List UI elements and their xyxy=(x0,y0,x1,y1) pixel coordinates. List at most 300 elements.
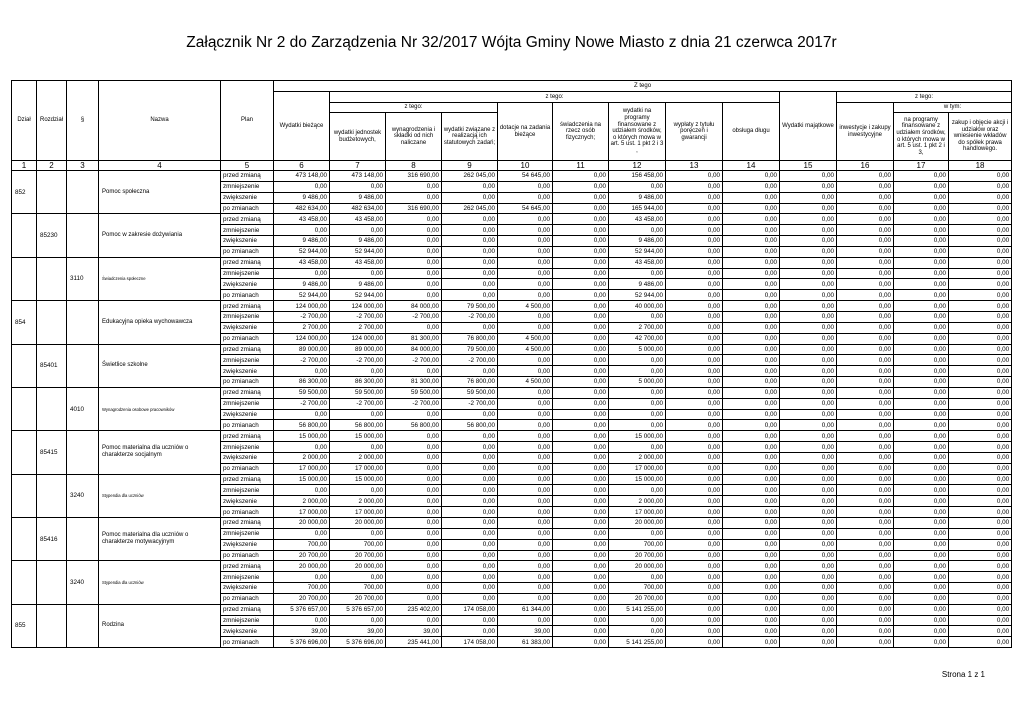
amount-cell: 0,00 xyxy=(553,496,609,507)
amount-cell: 0,00 xyxy=(723,214,780,225)
change-type-label: przed zmianą xyxy=(221,474,274,485)
amount-cell: 0,00 xyxy=(837,561,894,572)
amount-cell: 0,00 xyxy=(723,583,780,594)
paragraf-cell: 3240 xyxy=(67,474,99,517)
amount-cell: 0,00 xyxy=(780,593,837,604)
amount-cell: 0,00 xyxy=(553,236,609,247)
amount-cell: 0,00 xyxy=(837,225,894,236)
amount-cell: 0,00 xyxy=(723,485,780,496)
header-obsluga: obsługa długu xyxy=(723,103,780,161)
amount-cell: 0,00 xyxy=(609,615,666,626)
amount-cell: 0,00 xyxy=(723,626,780,637)
amount-cell: 0,00 xyxy=(442,257,498,268)
change-type-label: przed zmianą xyxy=(221,214,274,225)
amount-cell: 43 458,00 xyxy=(330,214,386,225)
amount-cell: 0,00 xyxy=(330,615,386,626)
change-type-label: po zmianach xyxy=(221,290,274,301)
dzial-cell: 855 xyxy=(12,604,37,647)
amount-cell: 0,00 xyxy=(386,561,442,572)
amount-cell: 79 500,00 xyxy=(442,301,498,312)
amount-cell: 0,00 xyxy=(666,181,723,192)
amount-cell: 0,00 xyxy=(553,398,609,409)
amount-cell: 0,00 xyxy=(780,366,837,377)
amount-cell: 0,00 xyxy=(837,637,894,648)
page-footer: Strona 1 z 1 xyxy=(941,670,985,679)
amount-cell: 0,00 xyxy=(442,463,498,474)
amount-cell: 0,00 xyxy=(553,539,609,550)
change-type-label: po zmianach xyxy=(221,550,274,561)
amount-cell: 0,00 xyxy=(666,615,723,626)
amount-cell: 0,00 xyxy=(442,583,498,594)
amount-cell: 0,00 xyxy=(780,496,837,507)
amount-cell: 0,00 xyxy=(386,225,442,236)
amount-cell: 2 700,00 xyxy=(330,322,386,333)
amount-cell: 0,00 xyxy=(949,626,1012,637)
amount-cell: 0,00 xyxy=(442,225,498,236)
name-cell: Pomoc w zakresie dożywiania xyxy=(99,214,221,257)
amount-cell: 124 000,00 xyxy=(330,301,386,312)
rozdzial-cell xyxy=(37,301,67,344)
amount-cell: 0,00 xyxy=(666,268,723,279)
amount-cell: 0,00 xyxy=(498,355,553,366)
amount-cell: 0,00 xyxy=(553,518,609,529)
amount-cell: 0,00 xyxy=(949,236,1012,247)
amount-cell: 0,00 xyxy=(723,279,780,290)
amount-cell: 0,00 xyxy=(609,420,666,431)
amount-cell: 0,00 xyxy=(894,257,949,268)
amount-cell: -2 700,00 xyxy=(386,311,442,322)
amount-cell: 0,00 xyxy=(609,387,666,398)
amount-cell: 0,00 xyxy=(498,561,553,572)
amount-cell: 43 458,00 xyxy=(609,257,666,268)
amount-cell: 0,00 xyxy=(894,431,949,442)
amount-cell: 0,00 xyxy=(386,496,442,507)
amount-cell: 0,00 xyxy=(894,366,949,377)
amount-cell: 0,00 xyxy=(666,550,723,561)
amount-cell: 0,00 xyxy=(274,366,330,377)
amount-cell: 20 000,00 xyxy=(330,561,386,572)
amount-cell: 0,00 xyxy=(894,246,949,257)
amount-cell: 81 300,00 xyxy=(386,377,442,388)
change-type-label: przed zmianą xyxy=(221,257,274,268)
amount-cell: 0,00 xyxy=(780,626,837,637)
amount-cell: 0,00 xyxy=(609,268,666,279)
amount-cell: 0,00 xyxy=(837,431,894,442)
amount-cell: 0,00 xyxy=(442,550,498,561)
amount-cell: 0,00 xyxy=(386,366,442,377)
amount-cell: 0,00 xyxy=(949,181,1012,192)
amount-cell: 0,00 xyxy=(780,171,837,182)
amount-cell: 0,00 xyxy=(386,474,442,485)
amount-cell: 56 800,00 xyxy=(274,420,330,431)
header-zakup-objecie: zakup i objęcie akcji i udziałów oraz wniesienie wkładów do spółek prawa handlowego. xyxy=(949,113,1012,161)
amount-cell: 0,00 xyxy=(949,279,1012,290)
amount-cell: 0,00 xyxy=(442,626,498,637)
amount-cell: 4 500,00 xyxy=(498,333,553,344)
amount-cell: 0,00 xyxy=(386,550,442,561)
amount-cell: 0,00 xyxy=(498,311,553,322)
amount-cell: 2 700,00 xyxy=(274,322,330,333)
amount-cell: 0,00 xyxy=(386,507,442,518)
amount-cell: 0,00 xyxy=(780,268,837,279)
header-swiadczenia: świadczenia na rzecz osób fizycznych; xyxy=(553,103,609,161)
amount-cell: 84 000,00 xyxy=(386,344,442,355)
amount-cell: 42 700,00 xyxy=(609,333,666,344)
amount-cell: 0,00 xyxy=(780,420,837,431)
amount-cell: 0,00 xyxy=(949,301,1012,312)
amount-cell: 0,00 xyxy=(553,442,609,453)
amount-cell: 0,00 xyxy=(894,550,949,561)
amount-cell: 0,00 xyxy=(330,225,386,236)
amount-cell: 0,00 xyxy=(442,279,498,290)
change-type-label: po zmianach xyxy=(221,637,274,648)
change-type-label: po zmianach xyxy=(221,463,274,474)
amount-cell: 0,00 xyxy=(498,593,553,604)
amount-cell: 0,00 xyxy=(949,420,1012,431)
name-cell: Pomoc materialna dla uczniów o charakterze motywacyjnym xyxy=(99,518,221,561)
amount-cell: 0,00 xyxy=(442,366,498,377)
name-cell: Edukacyjna opieka wychowawcza xyxy=(99,301,221,344)
amount-cell: 61 344,00 xyxy=(498,604,553,615)
amount-cell: 0,00 xyxy=(553,550,609,561)
table-body xyxy=(12,171,1012,648)
change-type-label: zwiększenie xyxy=(221,366,274,377)
amount-cell: 56 800,00 xyxy=(386,420,442,431)
amount-cell: 0,00 xyxy=(780,387,837,398)
amount-cell: 5 141 255,00 xyxy=(609,604,666,615)
amount-cell: 54 645,00 xyxy=(498,171,553,182)
column-number: 12 xyxy=(609,161,666,171)
amount-cell: 0,00 xyxy=(498,192,553,203)
amount-cell: 0,00 xyxy=(837,583,894,594)
amount-cell: 0,00 xyxy=(498,496,553,507)
amount-cell: 700,00 xyxy=(609,583,666,594)
amount-cell: 20 000,00 xyxy=(274,561,330,572)
amount-cell: 0,00 xyxy=(837,268,894,279)
amount-cell: 0,00 xyxy=(723,257,780,268)
amount-cell: 0,00 xyxy=(386,214,442,225)
amount-cell: 0,00 xyxy=(442,214,498,225)
column-number: 8 xyxy=(386,161,442,171)
amount-cell: 0,00 xyxy=(498,550,553,561)
amount-cell: 0,00 xyxy=(666,626,723,637)
header-wydatki-jednostek: wydatki jednostek budżetowych, xyxy=(330,113,386,161)
amount-cell: 0,00 xyxy=(666,214,723,225)
amount-cell: 700,00 xyxy=(609,539,666,550)
amount-cell: 15 000,00 xyxy=(609,474,666,485)
amount-cell: 0,00 xyxy=(723,409,780,420)
amount-cell: 76 800,00 xyxy=(442,377,498,388)
change-type-label: po zmianach xyxy=(221,377,274,388)
column-number: 13 xyxy=(666,161,723,171)
header-paragraf: § xyxy=(67,81,99,161)
change-type-label: zmniejszenie xyxy=(221,442,274,453)
amount-cell: 0,00 xyxy=(949,528,1012,539)
amount-cell: 0,00 xyxy=(780,225,837,236)
amount-cell: 0,00 xyxy=(442,528,498,539)
amount-cell: -2 700,00 xyxy=(274,355,330,366)
amount-cell: 0,00 xyxy=(894,507,949,518)
column-number: 9 xyxy=(442,161,498,171)
amount-cell: 17 000,00 xyxy=(330,507,386,518)
change-type-label: po zmianach xyxy=(221,507,274,518)
amount-cell: 0,00 xyxy=(666,539,723,550)
amount-cell: 43 458,00 xyxy=(609,214,666,225)
amount-cell: 0,00 xyxy=(780,463,837,474)
amount-cell: 0,00 xyxy=(666,420,723,431)
amount-cell: 0,00 xyxy=(609,572,666,583)
amount-cell: 0,00 xyxy=(442,474,498,485)
amount-cell: 0,00 xyxy=(553,192,609,203)
amount-cell: 0,00 xyxy=(553,366,609,377)
paragraf-cell: 4010 xyxy=(67,387,99,430)
amount-cell: 0,00 xyxy=(837,279,894,290)
amount-cell: 0,00 xyxy=(498,431,553,442)
amount-cell: 0,00 xyxy=(666,203,723,214)
paragraf-cell xyxy=(67,344,99,387)
table-row xyxy=(12,301,1012,312)
paragraf-cell xyxy=(67,604,99,647)
column-number: 2 xyxy=(37,161,67,171)
amount-cell: 0,00 xyxy=(780,322,837,333)
amount-cell: -2 700,00 xyxy=(386,398,442,409)
change-type-label: przed zmianą xyxy=(221,344,274,355)
amount-cell: 0,00 xyxy=(442,268,498,279)
amount-cell: -2 700,00 xyxy=(274,311,330,322)
amount-cell: 0,00 xyxy=(949,344,1012,355)
amount-cell: 0,00 xyxy=(498,257,553,268)
amount-cell: 0,00 xyxy=(780,203,837,214)
table-row xyxy=(12,518,1012,529)
amount-cell: 0,00 xyxy=(949,377,1012,388)
amount-cell: 0,00 xyxy=(894,496,949,507)
amount-cell: 0,00 xyxy=(386,539,442,550)
amount-cell: 0,00 xyxy=(837,452,894,463)
amount-cell: 0,00 xyxy=(553,377,609,388)
column-number: 4 xyxy=(99,161,221,171)
change-type-label: przed zmianą xyxy=(221,518,274,529)
amount-cell: 79 500,00 xyxy=(442,344,498,355)
paragraf-cell xyxy=(67,518,99,561)
amount-cell: 0,00 xyxy=(442,192,498,203)
amount-cell: 0,00 xyxy=(498,387,553,398)
amount-cell: 0,00 xyxy=(780,344,837,355)
amount-cell: 52 944,00 xyxy=(609,290,666,301)
amount-cell: 86 300,00 xyxy=(274,377,330,388)
amount-cell: 0,00 xyxy=(553,604,609,615)
amount-cell: 0,00 xyxy=(386,268,442,279)
amount-cell: 0,00 xyxy=(498,181,553,192)
amount-cell: 0,00 xyxy=(666,463,723,474)
amount-cell: 0,00 xyxy=(949,539,1012,550)
change-type-label: zmniejszenie xyxy=(221,485,274,496)
rozdzial-cell xyxy=(37,604,67,647)
amount-cell: 0,00 xyxy=(498,539,553,550)
column-number: 6 xyxy=(274,161,330,171)
change-type-label: zmniejszenie xyxy=(221,355,274,366)
amount-cell: 0,00 xyxy=(666,301,723,312)
amount-cell: 0,00 xyxy=(949,507,1012,518)
amount-cell: 0,00 xyxy=(442,561,498,572)
amount-cell: 0,00 xyxy=(553,268,609,279)
amount-cell: 0,00 xyxy=(330,442,386,453)
amount-cell: 0,00 xyxy=(837,507,894,518)
header-w-tym: w tym: xyxy=(894,103,1012,113)
amount-cell: 0,00 xyxy=(498,463,553,474)
amount-cell: 0,00 xyxy=(553,171,609,182)
amount-cell: 0,00 xyxy=(498,398,553,409)
change-type-label: zwiększenie xyxy=(221,409,274,420)
amount-cell: 0,00 xyxy=(723,496,780,507)
amount-cell: 0,00 xyxy=(553,637,609,648)
amount-cell: 0,00 xyxy=(894,398,949,409)
amount-cell: 0,00 xyxy=(949,203,1012,214)
amount-cell: 0,00 xyxy=(723,355,780,366)
change-type-label: zwiększenie xyxy=(221,583,274,594)
amount-cell: 0,00 xyxy=(274,528,330,539)
amount-cell: 0,00 xyxy=(837,203,894,214)
name-cell: Świetlice szkolne xyxy=(99,344,221,387)
amount-cell: 0,00 xyxy=(723,518,780,529)
amount-cell: 0,00 xyxy=(780,214,837,225)
amount-cell: 0,00 xyxy=(837,236,894,247)
amount-cell: 0,00 xyxy=(723,463,780,474)
paragraf-cell xyxy=(67,431,99,474)
dzial-cell xyxy=(12,257,37,300)
amount-cell: 0,00 xyxy=(498,420,553,431)
amount-cell: 0,00 xyxy=(723,181,780,192)
amount-cell: 0,00 xyxy=(894,409,949,420)
amount-cell: 0,00 xyxy=(330,366,386,377)
header-wynagrodzenia: wynagrodzenia i składki od nich naliczane xyxy=(386,113,442,161)
amount-cell: 0,00 xyxy=(837,626,894,637)
amount-cell: 0,00 xyxy=(949,246,1012,257)
amount-cell: 9 486,00 xyxy=(609,236,666,247)
amount-cell: 0,00 xyxy=(386,181,442,192)
amount-cell: 0,00 xyxy=(894,181,949,192)
name-cell: Stypendia dla uczniów xyxy=(99,561,221,604)
amount-cell: 17 000,00 xyxy=(274,507,330,518)
amount-cell: 0,00 xyxy=(949,225,1012,236)
amount-cell: 0,00 xyxy=(498,268,553,279)
amount-cell: 0,00 xyxy=(609,528,666,539)
amount-cell: 0,00 xyxy=(949,637,1012,648)
paragraf-cell: 3240 xyxy=(67,561,99,604)
amount-cell: 0,00 xyxy=(723,377,780,388)
amount-cell: 0,00 xyxy=(609,409,666,420)
rozdzial-cell: 85401 xyxy=(37,344,67,387)
header-inwestycje: inwestycje i zakupy inwestycyjne xyxy=(837,103,894,161)
header-nazwa: Nazwa xyxy=(99,81,221,161)
amount-cell: 17 000,00 xyxy=(609,507,666,518)
amount-cell: 20 700,00 xyxy=(274,550,330,561)
amount-cell: 9 486,00 xyxy=(330,236,386,247)
amount-cell: 0,00 xyxy=(837,246,894,257)
amount-cell: 0,00 xyxy=(666,593,723,604)
amount-cell: 0,00 xyxy=(894,333,949,344)
amount-cell: 0,00 xyxy=(442,236,498,247)
amount-cell: 0,00 xyxy=(553,561,609,572)
amount-cell: 20 000,00 xyxy=(274,518,330,529)
amount-cell: 0,00 xyxy=(553,452,609,463)
amount-cell: 0,00 xyxy=(498,366,553,377)
amount-cell: 0,00 xyxy=(949,463,1012,474)
amount-cell: 0,00 xyxy=(780,431,837,442)
amount-cell: 2 000,00 xyxy=(274,496,330,507)
amount-cell: 0,00 xyxy=(837,463,894,474)
amount-cell: 0,00 xyxy=(553,311,609,322)
change-type-label: przed zmianą xyxy=(221,301,274,312)
amount-cell: 0,00 xyxy=(498,583,553,594)
amount-cell: 0,00 xyxy=(949,409,1012,420)
change-type-label: zmniejszenie xyxy=(221,572,274,583)
amount-cell: 9 486,00 xyxy=(274,192,330,203)
amount-cell: 0,00 xyxy=(386,279,442,290)
amount-cell: 17 000,00 xyxy=(274,463,330,474)
amount-cell: 0,00 xyxy=(894,593,949,604)
amount-cell: 0,00 xyxy=(894,355,949,366)
amount-cell: 0,00 xyxy=(894,268,949,279)
amount-cell: 0,00 xyxy=(837,528,894,539)
column-number: 15 xyxy=(780,161,837,171)
amount-cell: 0,00 xyxy=(386,583,442,594)
change-type-label: przed zmianą xyxy=(221,431,274,442)
amount-cell: 0,00 xyxy=(553,333,609,344)
change-type-label: zmniejszenie xyxy=(221,528,274,539)
amount-cell: 0,00 xyxy=(386,518,442,529)
amount-cell: 700,00 xyxy=(274,539,330,550)
amount-cell: 0,00 xyxy=(894,626,949,637)
amount-cell: 9 486,00 xyxy=(274,236,330,247)
amount-cell: 0,00 xyxy=(949,366,1012,377)
amount-cell: 43 458,00 xyxy=(274,257,330,268)
amount-cell: 0,00 xyxy=(553,593,609,604)
amount-cell: 0,00 xyxy=(330,572,386,583)
amount-cell: 0,00 xyxy=(780,301,837,312)
amount-cell: 0,00 xyxy=(666,442,723,453)
amount-cell: 0,00 xyxy=(553,626,609,637)
amount-cell: 0,00 xyxy=(274,615,330,626)
amount-cell: 9 486,00 xyxy=(274,279,330,290)
amount-cell: 0,00 xyxy=(386,528,442,539)
amount-cell: 0,00 xyxy=(723,528,780,539)
amount-cell: 0,00 xyxy=(894,420,949,431)
amount-cell: 15 000,00 xyxy=(330,474,386,485)
amount-cell: 0,00 xyxy=(442,615,498,626)
amount-cell: 0,00 xyxy=(553,214,609,225)
change-type-label: przed zmianą xyxy=(221,604,274,615)
amount-cell: 52 944,00 xyxy=(274,246,330,257)
amount-cell: 0,00 xyxy=(949,615,1012,626)
amount-cell: 89 000,00 xyxy=(274,344,330,355)
amount-cell: 0,00 xyxy=(609,355,666,366)
amount-cell: 0,00 xyxy=(498,322,553,333)
amount-cell: 0,00 xyxy=(609,442,666,453)
amount-cell: 2 000,00 xyxy=(609,496,666,507)
amount-cell: 39,00 xyxy=(386,626,442,637)
amount-cell: 0,00 xyxy=(330,528,386,539)
amount-cell: 0,00 xyxy=(894,203,949,214)
amount-cell: 0,00 xyxy=(442,539,498,550)
amount-cell: 0,00 xyxy=(949,290,1012,301)
column-number: 5 xyxy=(221,161,274,171)
amount-cell: 0,00 xyxy=(894,322,949,333)
amount-cell: 0,00 xyxy=(894,442,949,453)
amount-cell: 2 000,00 xyxy=(330,496,386,507)
amount-cell: 0,00 xyxy=(949,593,1012,604)
amount-cell: 0,00 xyxy=(894,474,949,485)
amount-cell: 0,00 xyxy=(723,290,780,301)
